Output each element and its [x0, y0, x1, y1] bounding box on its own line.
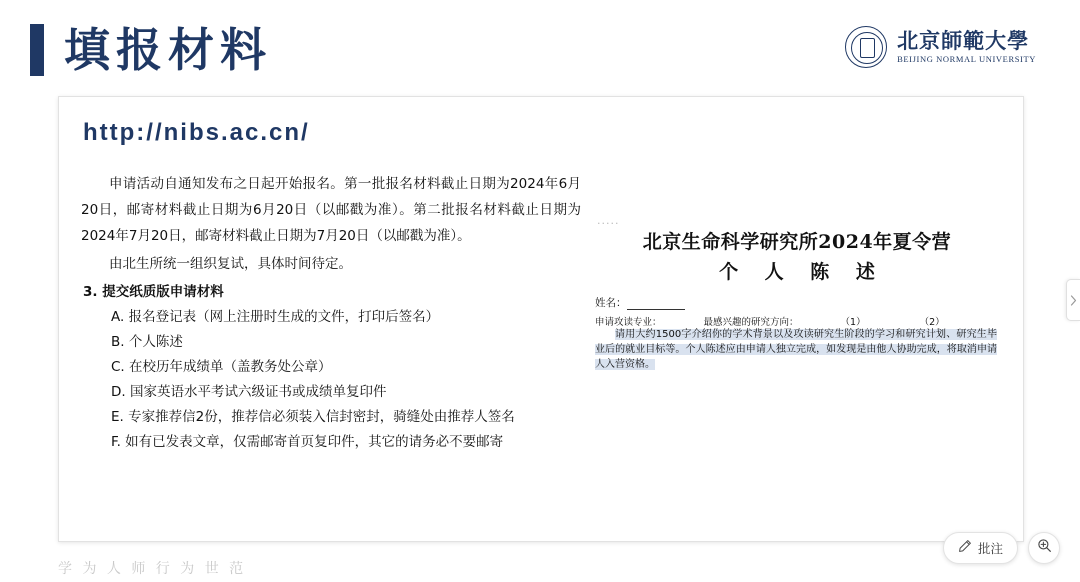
annotate-label: 批注 [977, 541, 1003, 556]
list-item: C. 在校历年成绩单（盖教务处公章） [111, 359, 332, 375]
document-card [58, 96, 1024, 542]
annotate-button[interactable] [943, 532, 1018, 564]
form-name-label: 姓名： [595, 297, 627, 309]
form-instruction-text: 请用大约1500字介绍你的学术背景以及攻读研究生阶段的学习和研究计划、研究生毕业后的就业目标等。个人陈述应由申请人独立完成，如发现是由他人协助完成，将取消申请人入营资格。 [595, 329, 997, 370]
material-list [81, 305, 581, 455]
document-body [81, 171, 581, 455]
list-item: F. 如有已发表文章，仅需邮寄首页复印件，其它的请务必不要邮寄 [111, 434, 504, 450]
list-item: D. 国家英语水平考试六级证书或成绩单复印件 [111, 384, 387, 400]
list-item: E. 专家推荐信2份，推荐信必须装入信封密封，骑缝处由推荐人签名 [111, 409, 515, 425]
slide-header [0, 0, 1080, 96]
form-subtitle: 个 人 陈 述 [719, 261, 885, 283]
pen-icon [958, 539, 972, 558]
list-item: B. 个人陈述 [111, 334, 183, 350]
bnu-seal-icon [845, 26, 887, 68]
magnifier-plus-icon [1037, 538, 1052, 558]
paragraph-2: 由北生所统一组织复试，具体时间待定。 [109, 256, 352, 272]
title-accent-bar [30, 24, 44, 76]
logo-name-cn: 北京師範大學 [897, 28, 1030, 53]
list-item: A. 报名登记表（网上注册时生成的文件，打印后签名） [111, 309, 440, 325]
form-instruction [595, 327, 997, 372]
logo-text [897, 29, 1036, 65]
form-name-row [595, 295, 685, 310]
form-interest-label: 最感兴趣的研究方向： [703, 317, 799, 328]
section-heading: 3. 提交纸质版申请材料 [83, 284, 224, 300]
logo-name-en: BEIJING NORMAL UNIVERSITY [897, 54, 1036, 64]
floating-toolbar [943, 532, 1060, 564]
form-dots: ····· [597, 217, 620, 230]
footer-motto: 学 为 人 师 行 为 世 范 [58, 561, 247, 577]
source-url[interactable]: http://nibs.ac.cn/ [83, 119, 310, 146]
personal-statement-form [587, 217, 1007, 517]
form-name-blank [627, 298, 685, 310]
form-interest-2: （2） [919, 317, 945, 328]
paragraph-1: 申请活动自通知发布之日起开始报名。第一批报名材料截止日期为2024年6月20日，邮寄材料截止日期为6月20日（以邮戳为准）。第二批报名材料截止日期为2024年7月20日，邮寄材料截止日期为7月20日（以邮戳为准）。 [81, 176, 581, 244]
university-logo [845, 26, 1036, 68]
chevron-right-icon [1070, 295, 1077, 306]
form-major-row [595, 314, 995, 328]
form-major-label: 申请攻读专业： [595, 317, 662, 328]
zoom-button[interactable] [1028, 532, 1060, 564]
form-interest-1: （1） [840, 317, 866, 328]
page-title: 填报材料 [64, 23, 272, 77]
form-title: 北京生命科学研究所2024年夏令营 [642, 231, 952, 253]
panel-collapse-handle[interactable] [1066, 279, 1080, 321]
